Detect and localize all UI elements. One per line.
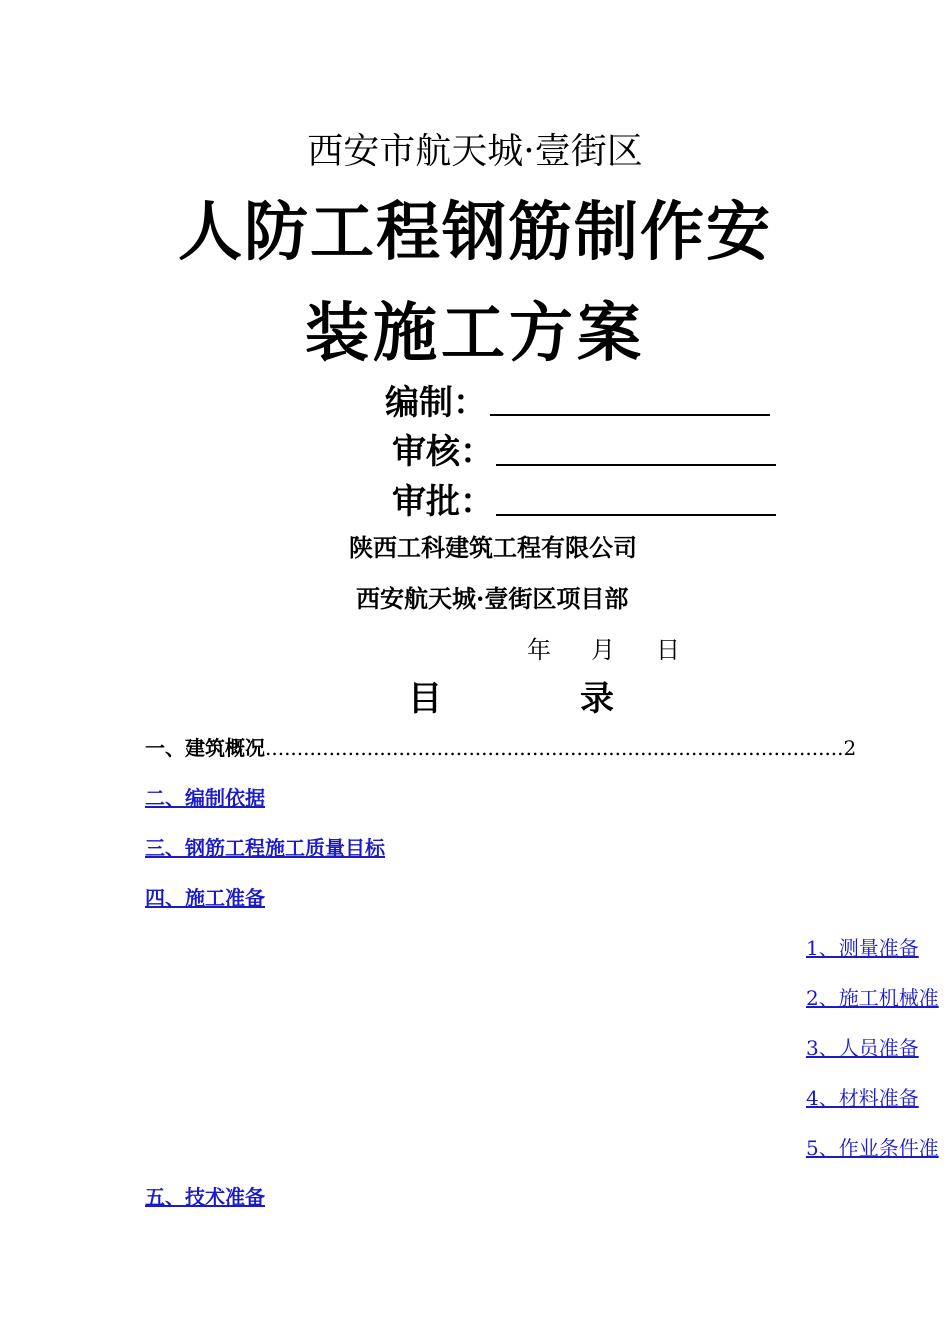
- toc-subentry-3[interactable]: 3、人员准备: [806, 1036, 919, 1060]
- signature-line-reviewed: [496, 464, 776, 466]
- toc-subentry-4[interactable]: 4、材料准备: [806, 1086, 919, 1110]
- toc-subentry-2[interactable]: 2、施工机械准: [806, 986, 939, 1010]
- toc-entry-2[interactable]: [145, 784, 265, 812]
- toc-entry-3[interactable]: [145, 834, 385, 862]
- toc-heading-right: 录: [580, 679, 614, 719]
- date-month: 月: [591, 636, 615, 664]
- project-department: 西安航天城·壹街区项目部: [356, 584, 629, 613]
- toc-entry-5[interactable]: [145, 1183, 265, 1211]
- toc-link[interactable]: 三、钢筋工程施工质量目标: [145, 836, 385, 860]
- signature-line-prepared: [490, 414, 770, 416]
- signature-line-approved: [496, 514, 776, 516]
- signature-label-prepared: 编制：: [385, 383, 487, 423]
- document-title-line-2: 装施工方案: [305, 296, 645, 371]
- signature-label-approved: 审批：: [392, 482, 494, 522]
- toc-link[interactable]: 二、编制依据: [145, 786, 265, 810]
- signature-label-reviewed: 审核：: [392, 432, 494, 472]
- toc-entry-4[interactable]: [145, 884, 265, 912]
- date-day: 日: [656, 636, 680, 664]
- project-subtitle: 西安市航天城·壹街区: [307, 131, 643, 172]
- company-name: 陕西工科建筑工程有限公司: [349, 533, 637, 562]
- toc-page-number: 2: [843, 736, 857, 760]
- toc-subentry-5[interactable]: 5、作业条件准: [806, 1136, 939, 1160]
- date-year: 年: [527, 636, 551, 664]
- toc-entry-1[interactable]: [145, 734, 856, 762]
- toc-heading-left: 目: [408, 679, 442, 719]
- toc-subentry-1[interactable]: 1、测量准备: [806, 936, 919, 960]
- toc-link[interactable]: 五、技术准备: [145, 1185, 265, 1209]
- document-title-line-1: 人防工程钢筋制作安: [178, 195, 772, 270]
- toc-leader-dots: ...........................................................................................: [265, 736, 844, 760]
- toc-link[interactable]: 四、施工准备: [145, 886, 265, 910]
- toc-entry-label: 一、建筑概况: [145, 736, 265, 760]
